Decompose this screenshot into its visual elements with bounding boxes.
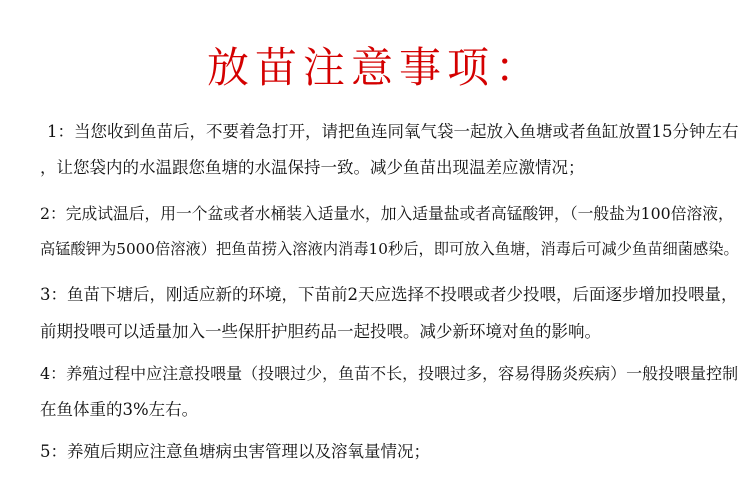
notice-line-4b: 在鱼体重的3%左右。: [40, 400, 199, 419]
page-title: 放苗注意事项：: [206, 43, 543, 92]
notice-line-5: 5：养殖后期应注意鱼塘病虫害管理以及溶氧量情况；: [40, 442, 430, 461]
notice-line-2b: 高锰酸钾为5000倍溶液）把鱼苗捞入溶液内消毒10秒后，即可放入鱼塘，消毒后可减少鱼苗细菌感染。: [40, 240, 739, 258]
notice-line-1b: ，让您袋内的水温跟您鱼塘的水温保持一致。减少鱼苗出现温差应激情况；: [40, 158, 585, 177]
notice-line-2a: 2：完成试温后，用一个盆或者水桶装入适量水，加入适量盐或者高锰酸钾，（一般盐为100倍溶液，: [40, 204, 734, 223]
notice-line-3b: 前期投喂可以适量加入一些保肝护胆药品一起投喂。减少新环境对鱼的影响。: [40, 322, 601, 341]
notice-line-3a: 3：鱼苗下塘后，刚适应新的环境，下苗前2天应选择不投喂或者少投喂，后面逐步增加投喂量，: [40, 285, 738, 304]
notice-line-1a: 1：当您收到鱼苗后，不要着急打开，请把鱼连同氧气袋一起放入鱼塘或者鱼缸放置15分钟左右: [47, 122, 739, 141]
notice-line-4a: 4：养殖过程中应注意投喂量（投喂过少，鱼苗不长，投喂过多，容易得肠炎疾病）一般投喂量控制: [40, 364, 739, 383]
